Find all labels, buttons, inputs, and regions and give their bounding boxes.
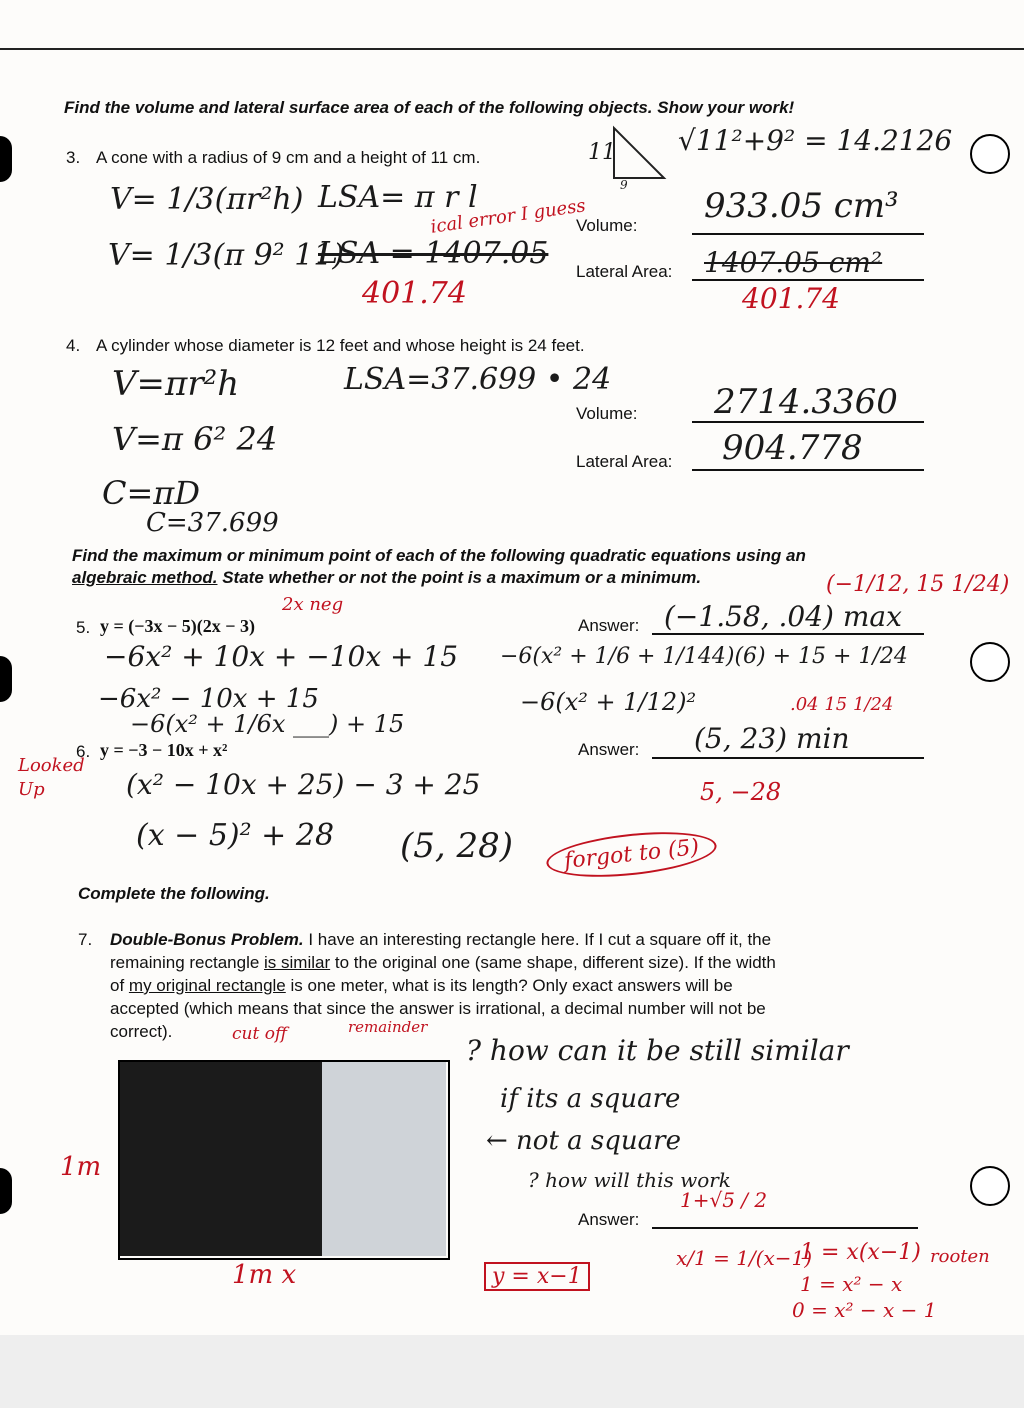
q6-answer-label: Answer:: [578, 740, 640, 759]
q7-work-q4: ? how will this work: [528, 1168, 731, 1192]
side-note-looked-up: Looked Up: [18, 755, 85, 800]
q7-answer-label: Answer:: [578, 1210, 640, 1229]
instructions: Find the volume and lateral surface area of each of the following objects. Show your work!: [64, 98, 795, 117]
maximum-word: maximum: [500, 568, 581, 587]
q5-answer-correction: (−1/12, 15 1/24): [826, 572, 1010, 597]
q4-lateral-line: [692, 468, 924, 471]
q7-eq2: 1 = x² − x: [800, 1272, 903, 1296]
q4-v2: V=π 6² 24: [112, 420, 278, 458]
punch-hole: [970, 134, 1010, 174]
punch-hole: [970, 1166, 1010, 1206]
q7-prop: x/1 = 1/(x−1): [676, 1246, 813, 1270]
q5-work-2: −6x² − 10x + 15: [98, 684, 319, 714]
rectangle-diagram: [118, 1060, 450, 1260]
q5-equation: y = (−3x − 5)(2x − 3): [100, 616, 256, 636]
label-bottom: 1m x: [232, 1260, 297, 1290]
section2-heading-b: [72, 568, 701, 588]
q3-lateral-label: Lateral Area:: [576, 262, 673, 281]
q4-lateral-value: 904.778: [722, 428, 863, 468]
q7-work-q2: if its a square: [500, 1084, 681, 1114]
q3-lateral-correction: 401.74: [742, 282, 840, 315]
binder-dot: [0, 136, 12, 182]
q5-work-1: −6x² + 10x + −10x + 15: [104, 640, 459, 673]
q4-volume-label: Volume:: [576, 404, 638, 423]
q4-c2: C=37.699: [146, 508, 279, 538]
q6-equation: y = −3 − 10x + x²: [100, 740, 228, 760]
q7-number: 7.: [78, 930, 93, 949]
q5-answer-value: (−1.58, .04) max: [664, 600, 902, 633]
q3-volume-line: [692, 232, 924, 235]
algebraic-method: algebraic method.: [72, 568, 218, 587]
label-width: 1m: [60, 1152, 102, 1182]
q3-hyp-work: √11²+9² = 14.2126: [678, 124, 953, 157]
q3-number: 3.: [66, 148, 81, 167]
q7-text2b: to the original one (same shape, different size). If the width: [330, 953, 776, 972]
q7-text2a: remaining rectangle: [110, 953, 265, 972]
q4-c1: C=πD: [102, 474, 200, 512]
q6-answer-line: [652, 756, 924, 759]
q7-yeq: y = x−1: [484, 1262, 590, 1291]
binder-dot: [0, 656, 12, 702]
q6-number: 6.: [76, 742, 91, 761]
q4-number: 4.: [66, 336, 81, 355]
q6-answer-correction: 5, −28: [700, 778, 782, 806]
q6-work-1: (x² − 10x + 25) − 3 + 25: [126, 768, 481, 801]
q6-work-2: (x − 5)² + 28: [136, 818, 335, 853]
label-remainder: remainder: [348, 1018, 428, 1036]
q7-rooten: rooten: [930, 1246, 990, 1267]
q5-answer-label: Answer:: [578, 616, 640, 635]
q3-corrected-work: 401.74: [362, 276, 467, 311]
q7-work-q1: ? how can it be still similar: [466, 1034, 849, 1067]
q4-lateral-label: Lateral Area:: [576, 452, 673, 471]
q4-text: A cylinder whose diameter is 12 feet and whose height is 24 feet.: [96, 336, 585, 355]
q7-is-similar: is similar: [264, 953, 331, 972]
q3-calc-note: ical error I guess: [429, 195, 587, 238]
q3-volume-label: Volume:: [576, 216, 638, 235]
q3-lsa1: LSA= π r l: [318, 180, 478, 215]
top-rule: [0, 48, 1024, 50]
q3-lateral-value: 1407.05 cm²: [704, 246, 883, 279]
or-word: or a: [580, 568, 621, 587]
q5-note: 2x neg: [282, 594, 344, 615]
q7-line5: correct).: [110, 1022, 173, 1041]
q7-text3a: of: [110, 976, 129, 995]
q7-eq3: 0 = x² − x − 1: [792, 1298, 937, 1322]
q7-line1: [110, 930, 771, 950]
q6-note: forgot to (5): [544, 825, 719, 884]
section2-heading-a: Find the maximum or minimum point of each of the following quadratic equations using an: [72, 546, 806, 565]
triangle-sketch: [600, 122, 670, 192]
q7-work-q3: ← not a square: [486, 1126, 681, 1156]
q7-answer-value: 1+√5 / 2: [680, 1188, 768, 1212]
q7-text1: I have an interesting rectangle here. If I cut a square off it, the: [303, 930, 772, 949]
q3-volume-value: 933.05 cm³: [704, 186, 899, 226]
punch-hole: [970, 642, 1010, 682]
q7-title: Double-Bonus Problem.: [110, 930, 304, 949]
q3-tri-h: 11: [588, 140, 616, 165]
minimum-word: minimum: [620, 568, 697, 587]
q5-work-r3: .04 15 1/24: [790, 694, 894, 715]
q7-eq1: 1 = x(x−1): [800, 1240, 921, 1265]
q4-volume-value: 2714.3360: [714, 382, 898, 422]
binder-dot: [0, 1168, 12, 1214]
complete-heading: Complete the following.: [78, 884, 270, 903]
q7-line3: [110, 976, 733, 996]
q4-v1: V=πr²h: [112, 364, 240, 404]
q5-work-r2: −6(x² + 1/12)²: [520, 688, 697, 716]
q6-answer-value: (5, 23) min: [694, 722, 850, 755]
q3-v1: V= 1/3(πr²h): [110, 182, 304, 217]
q7-text3b: is one meter, what is its length? Only exact answers will be: [285, 976, 733, 995]
q4-lsa: LSA=37.699 • 24: [344, 362, 612, 397]
q3-lsa2: LSA = 1407.05: [318, 236, 549, 271]
label-cutoff: cut off: [232, 1024, 287, 1044]
period: .: [696, 568, 702, 587]
q7-my-original: my original rectangle: [128, 976, 286, 995]
q5-number: 5.: [76, 618, 91, 637]
q3-v2: V= 1/3(π 9² 11): [108, 238, 345, 273]
q6-work-3: (5, 28): [400, 826, 514, 866]
scan-bottom-edge: [0, 1335, 1024, 1408]
q7-answer-line: [652, 1226, 918, 1229]
heading-text: State whether or not the point is a: [217, 568, 501, 587]
q3-tri-b: 9: [620, 178, 628, 192]
q3-text: A cone with a radius of 9 cm and a height of 11 cm.: [96, 148, 481, 167]
q5-work-r1: −6(x² + 1/6 + 1/144)(6) + 15 + 1/24: [500, 644, 908, 669]
q7-line2: [110, 953, 776, 973]
q7-line4: accepted (which means that since the answer is irrational, a decimal number will not be: [110, 999, 766, 1018]
q5-work-3: −6(x² + 1/6x ___) + 15: [130, 710, 405, 738]
